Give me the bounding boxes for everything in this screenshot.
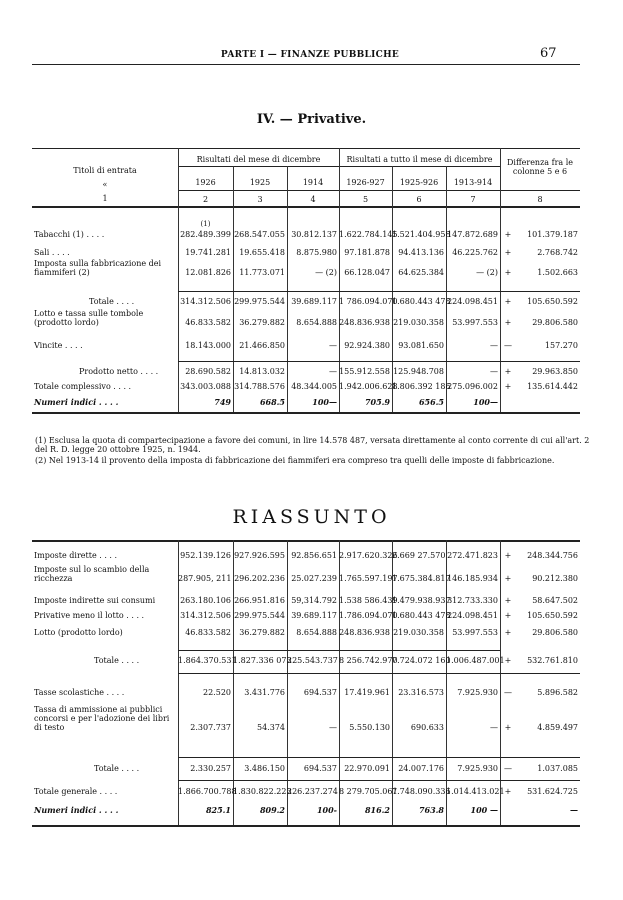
privative-cell: 1.521.404.958	[392, 230, 451, 239]
riassunto-cell: 100 —	[470, 805, 498, 815]
privative-cell: 1.680.443 478	[392, 297, 451, 306]
riassunto-title: RIASSUNTO	[232, 506, 391, 528]
riassunto-cell: 146.185.934	[447, 574, 498, 583]
riassunto-cell: 54.374	[257, 723, 285, 732]
privative-cell: 248.836.938	[339, 318, 390, 327]
riassunto-row-label: Totale generale . . . .	[34, 787, 118, 796]
riassunto-cell: 17.419.961	[344, 688, 390, 697]
privative-cell: 268.547.055	[234, 230, 285, 239]
privative-cell: +	[504, 268, 512, 277]
privative-cell: — (2)	[315, 268, 337, 277]
riassunto-cell: +	[504, 611, 512, 620]
privative-cell: 39.689.117	[291, 297, 337, 306]
riassunto-row-label: Totale . . . .	[94, 656, 140, 665]
privative-row-label: Imposta sulla fabbricazione dei fiammiferi (2)	[34, 259, 162, 277]
privative-cell: 1 786.094.070	[339, 297, 398, 306]
riassunto-cell: 1.675.384.817	[392, 574, 451, 583]
riassunto-cell: —	[329, 723, 337, 732]
privative-cell: 46.225.762	[452, 248, 498, 257]
riassunto-cell: 809.2	[259, 805, 285, 815]
riassunto-cell: 36.279.882	[239, 628, 285, 637]
riassunto-cell: 46.833.582	[185, 628, 231, 637]
privative-cell: 2.768.742	[537, 248, 578, 257]
privative-cell: +	[504, 382, 512, 391]
riassunto-cell: —	[504, 688, 512, 697]
riassunto-cell: 2.669 27.570	[392, 551, 446, 560]
privative-cell: +	[504, 230, 512, 239]
footnote-2: (2) Nel 1913-14 il provento della imposta di fabbricazione dei fiammiferi era compreso tra quelli delle imposte di fabbricazione.	[35, 456, 555, 465]
riassunto-row-label: Imposte dirette . . . .	[34, 551, 118, 560]
privative-cell: 93.081.650	[398, 341, 444, 350]
privative-cell: 66.128.047	[344, 268, 390, 277]
riassunto-cell: +	[504, 628, 512, 637]
riassunto-cell: 2.330.257	[190, 764, 231, 773]
riassunto-cell: 90.212.380	[532, 574, 578, 583]
riassunto-cell: 531.624.725	[527, 787, 578, 796]
riassunto-cell: +	[504, 723, 512, 732]
riassunto-cell: 927.926.595	[234, 551, 285, 560]
riassunto-cell: 7.925.930	[457, 688, 498, 697]
privative-cell: 19.741.281	[185, 248, 231, 257]
col-group-mese: Risultati del mese di dicembre	[196, 155, 321, 164]
riassunto-cell: 23.316.573	[398, 688, 444, 697]
riassunto-cell: 8 279.705.061	[339, 787, 398, 796]
privative-row-label: Numeri indici . . . .	[34, 397, 119, 407]
riassunto-cell: 100-	[316, 805, 337, 815]
riassunto-cell: 314.312.506	[180, 611, 231, 620]
privative-cell: 314.312.506	[180, 297, 231, 306]
privative-cell: 314.788.576	[234, 382, 285, 391]
privative-row-label: Vincite . . . .	[34, 341, 83, 350]
header-rule	[32, 64, 580, 65]
col-header-titoli: Titoli di entrata	[73, 166, 137, 175]
riassunto-cell: +	[504, 596, 512, 605]
col-group-tutto: Risultati a tutto il mese di dicembre	[346, 155, 493, 164]
privative-cell: +	[504, 367, 512, 376]
riassunto-cell: +	[504, 656, 512, 665]
riassunto-cell: 1.037.085	[537, 764, 578, 773]
riassunto-cell: 7.748.090.336	[392, 787, 451, 796]
riassunto-cell: 3.486.150	[244, 764, 285, 773]
riassunto-cell: 22.970.091	[344, 764, 390, 773]
privative-cell: 100—	[473, 397, 498, 407]
privative-cell: 12.081.826	[185, 268, 231, 277]
riassunto-cell: +	[504, 787, 512, 796]
privative-cell: 48.344.005	[291, 382, 337, 391]
privative-cell: 343.003.088	[180, 382, 231, 391]
riassunto-cell: —	[504, 764, 512, 773]
riassunto-cell: 1.479.938.937	[392, 596, 451, 605]
privative-cell: 8.654.888	[296, 318, 337, 327]
privative-cell: 668.5	[259, 397, 285, 407]
privative-cell: 29.806.580	[532, 318, 578, 327]
riassunto-cell: 248.344.756	[527, 551, 578, 560]
riassunto-cell: 225.543.737	[287, 656, 338, 665]
riassunto-cell: 694.537	[303, 688, 337, 697]
privative-cell: 1.806.392 186	[392, 382, 451, 391]
riassunto-cell: 2.917.620.326	[339, 551, 398, 560]
privative-cell: 46.833.582	[185, 318, 231, 327]
riassunto-cell: 1.006.487.001	[446, 656, 505, 665]
riassunto-cell: 816.2	[364, 805, 390, 815]
riassunto-cell: 263.180.106	[180, 596, 231, 605]
riassunto-row-label: Lotto (prodotto lordo)	[34, 628, 123, 637]
riassunto-cell: 53.997.553	[452, 628, 498, 637]
privative-cell: 101.379.187	[527, 230, 578, 239]
privative-cell: 105.650.592	[527, 297, 578, 306]
privative-cell: 94.413.136	[398, 248, 444, 257]
privative-cell: 705.9	[364, 397, 390, 407]
privative-cell: 100—	[312, 397, 337, 407]
privative-cell: 14.813.032	[239, 367, 285, 376]
riassunto-cell: 1.786.094.070	[339, 611, 398, 620]
privative-cell: — (2)	[476, 268, 498, 277]
privative-cell: 1.502.663	[537, 268, 578, 277]
section-title: IV. — Privative.	[256, 112, 367, 127]
riassunto-cell: —	[570, 805, 578, 815]
riassunto-cell: 1.830.822.223	[233, 787, 292, 796]
riassunto-cell: 39.689.117	[291, 611, 337, 620]
running-header: PARTE I — FINANZE PUBBLICHE	[220, 50, 400, 60]
privative-cell: —	[490, 341, 498, 350]
riassunto-cell: 59,314.792	[291, 596, 337, 605]
privative-cell: 125.948.708	[393, 367, 444, 376]
privative-row-label: Totale . . . .	[89, 297, 135, 306]
privative-cell: 21.466.850	[239, 341, 285, 350]
riassunto-row-label: Tassa di ammissione ai pubblici concorsi e per l'adozione dei libri di testo	[34, 705, 170, 732]
riassunto-cell: 58.647.502	[532, 596, 578, 605]
riassunto-cell: 5.896.582	[537, 688, 578, 697]
privative-cell: —	[329, 367, 337, 376]
riassunto-row-label: Numeri indici . . . .	[34, 805, 119, 815]
privative-cell: 29.963.850	[532, 367, 578, 376]
privative-cell: 28.690.582	[185, 367, 231, 376]
privative-cell: —	[490, 367, 498, 376]
riassunto-cell: 92.856.651	[291, 551, 337, 560]
privative-cell: 11.773.071	[239, 268, 285, 277]
riassunto-cell: +	[504, 574, 512, 583]
riassunto-cell: 1.765.597.197	[339, 574, 398, 583]
riassunto-cell: 266.951.816	[234, 596, 285, 605]
riassunto-cell: 1.014.413.021	[446, 787, 505, 796]
privative-cell: 97.181.878	[344, 248, 390, 257]
privative-row-label: Sali . . . .	[34, 248, 70, 257]
riassunto-row-label: Totale . . . .	[94, 764, 140, 773]
privative-cell: 157.270	[544, 341, 578, 350]
riassunto-cell: 296.202.236	[234, 574, 285, 583]
riassunto-row-label: Imposte indirette sui consumi	[34, 596, 156, 605]
riassunto-row-label: Privative meno il lotto . . . .	[34, 611, 145, 620]
privative-cell: +	[504, 297, 512, 306]
riassunto-cell: 7.724.072 160	[392, 656, 451, 665]
privative-cell: 224.098.451	[447, 297, 498, 306]
privative-cell: 18.143.000	[185, 341, 231, 350]
riassunto-cell: 248.836.938	[339, 628, 390, 637]
privative-cell: 135.614.442	[527, 382, 578, 391]
riassunto-cell: 1.538 586.439	[339, 596, 398, 605]
riassunto-cell: 1.866.700.788	[178, 787, 237, 796]
riassunto-cell: 25.027.239	[291, 574, 337, 583]
riassunto-cell: 952.139.126	[180, 551, 231, 560]
privative-cell: 92.924.380	[344, 341, 390, 350]
riassunto-cell: 299.975.544	[234, 611, 285, 620]
riassunto-cell: 5.550.130	[349, 723, 390, 732]
privative-row-label: Prodotto netto . . . .	[79, 367, 159, 376]
riassunto-cell: 4.859.497	[537, 723, 578, 732]
riassunto-cell: 2.307.737	[190, 723, 231, 732]
privative-cell: —	[329, 341, 337, 350]
privative-row-label: Totale complessivo . . . .	[34, 382, 132, 391]
privative-cell: 30.812.137	[291, 230, 337, 239]
riassunto-cell: +	[504, 551, 512, 560]
riassunto-cell: 226.237.274	[287, 787, 338, 796]
privative-cell: 1.622.784.145	[339, 230, 398, 239]
privative-cell: 8.875.980	[296, 248, 337, 257]
privative-cell: 36.279.882	[239, 318, 285, 327]
riassunto-cell: 24.007.176	[398, 764, 444, 773]
privative-cell: +	[504, 248, 512, 257]
riassunto-cell: 7.925.930	[457, 764, 498, 773]
riassunto-cell: 29.806.580	[532, 628, 578, 637]
riassunto-cell: 312.733.330	[447, 596, 498, 605]
riassunto-cell: 690.633	[410, 723, 444, 732]
riassunto-cell: 1.680.443 478	[392, 611, 451, 620]
riassunto-cell: 8.654.888	[296, 628, 337, 637]
privative-cell: 1.942.006.628	[339, 382, 398, 391]
privative-cell: 155.912.558	[339, 367, 390, 376]
riassunto-cell: 272.471.823	[447, 551, 498, 560]
riassunto-row-label: Tasse scolastiche . . . .	[34, 688, 125, 697]
privative-cell: 219.030.358	[393, 318, 444, 327]
riassunto-cell: 694.537	[303, 764, 337, 773]
riassunto-cell: 1.827.336 073	[233, 656, 292, 665]
riassunto-cell: 763.8	[418, 805, 444, 815]
privative-cell: 749	[214, 397, 231, 407]
riassunto-cell: 22.520	[203, 688, 231, 697]
col-header-diff: Differenza fra le colonne 5 e 6	[506, 158, 574, 176]
riassunto-cell: 105.650.592	[527, 611, 578, 620]
riassunto-cell: —	[490, 723, 498, 732]
riassunto-cell: 8 256.742.970	[339, 656, 398, 665]
riassunto-cell: 287.905, 211	[178, 574, 232, 583]
privative-cell: 64.625.384	[398, 268, 444, 277]
riassunto-cell: 1.864.370.531	[178, 656, 237, 665]
riassunto-cell: 532.761.810	[527, 656, 578, 665]
riassunto-row-label: Imposte sul lo scambio della ricchezza	[34, 565, 150, 583]
privative-row-label: Lotto e tassa sulle tombole (prodotto lordo)	[34, 309, 144, 327]
riassunto-cell: 224.098.451	[447, 611, 498, 620]
privative-cell: +	[504, 318, 512, 327]
privative-cell: 656.5	[418, 397, 444, 407]
privative-cell: —	[504, 341, 512, 350]
riassunto-cell: 3.431.776	[244, 688, 285, 697]
privative-cell: 282.489.399	[180, 230, 231, 239]
privative-cell: 275.096.002	[447, 382, 498, 391]
privative-cell: 299.975.544	[234, 297, 285, 306]
privative-cell: 147.872.689	[447, 230, 498, 239]
privative-cell: 53.997.553	[452, 318, 498, 327]
page-number: 67	[540, 46, 557, 61]
privative-cell: 19.655.418	[239, 248, 285, 257]
riassunto-cell: 825.1	[205, 805, 231, 815]
riassunto-cell: 219.030.358	[393, 628, 444, 637]
footnote-1: (1) Esclusa la quota di compartecipazione a favore dei comuni, in lire 14.578 487, versata direttamente al conto corrente di cui all'art. 2 del R. D. legge 20 ottobre 1925, n. 1944.	[35, 436, 590, 454]
privative-row-label: Tabacchi (1) . . . .	[34, 230, 105, 239]
